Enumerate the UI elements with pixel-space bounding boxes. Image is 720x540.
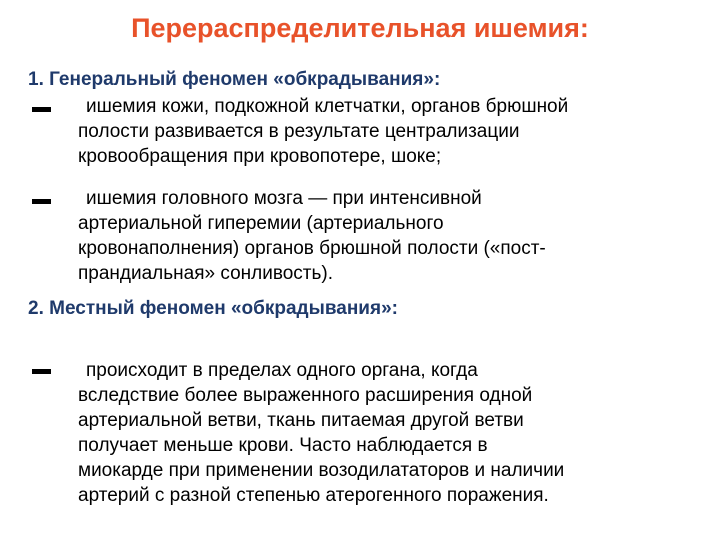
section-heading-general: 1. Генеральный феномен «обкрадывания»: bbox=[28, 69, 441, 90]
slide-title: Перераспределительная ишемия: bbox=[131, 13, 589, 43]
text-line: кровообращения при кровопотере, шоке; bbox=[78, 146, 442, 167]
text-line: ишемия кожи, подкожной клетчатки, органов брюшной bbox=[86, 96, 569, 117]
list-item-text bbox=[78, 94, 698, 169]
text-line: артерий с разной степенью атерогенного поражения. bbox=[78, 485, 549, 506]
dash-bullet-icon bbox=[32, 199, 51, 204]
text-line: полости развивается в результате централизации bbox=[78, 121, 520, 142]
text-line: кровонаполнения) органов брюшной полости («пост- bbox=[78, 238, 546, 259]
text-line: миокарде при применении возодилататоров и наличии bbox=[78, 460, 565, 481]
text-line: артериальной гиперемии (артериального bbox=[78, 213, 444, 234]
dash-bullet-icon bbox=[32, 107, 51, 112]
list-item-text bbox=[78, 358, 708, 508]
text-line: получает меньше крови. Часто наблюдается в bbox=[78, 435, 488, 456]
text-line: артериальной ветви, ткань питаемая другой ветви bbox=[78, 410, 524, 431]
section-heading-local: 2. Местный феномен «обкрадывания»: bbox=[28, 298, 398, 319]
text-line: ишемия головного мозга — при интенсивной bbox=[86, 188, 482, 209]
text-line: происходит в пределах одного органа, когда bbox=[86, 360, 478, 381]
list-item-text bbox=[78, 186, 698, 286]
text-line: вследствие более выраженного расширения одной bbox=[78, 385, 533, 406]
dash-bullet-icon bbox=[32, 369, 51, 374]
text-line: прандиальная» сонливость). bbox=[78, 263, 333, 284]
